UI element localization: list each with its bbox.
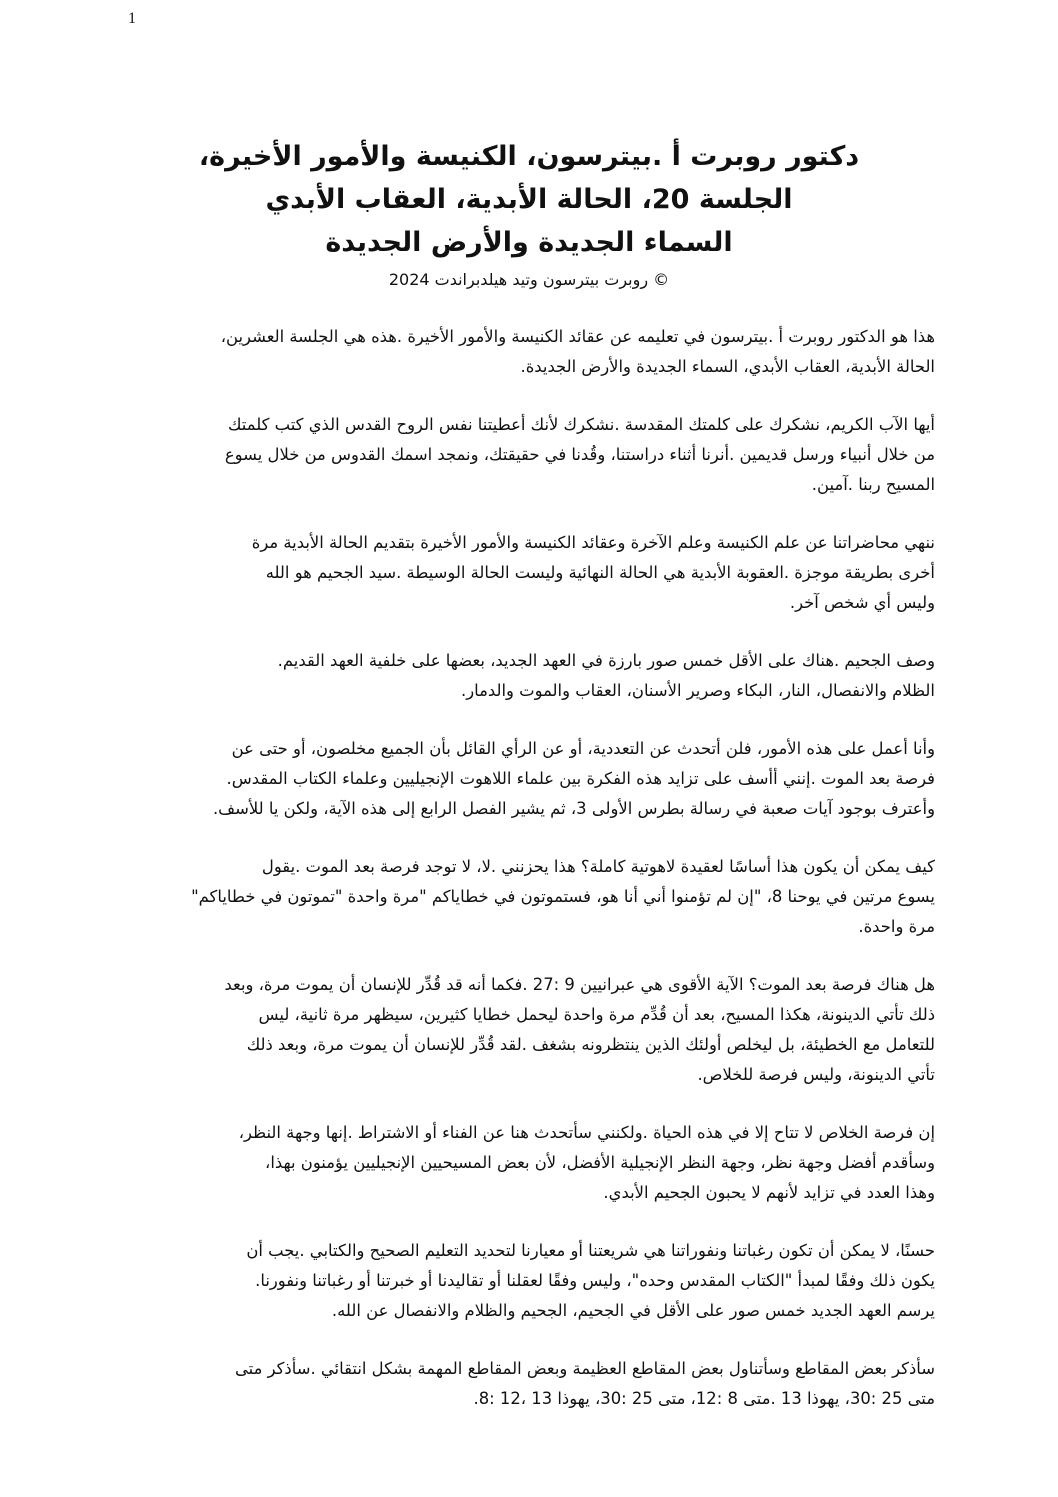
paragraph-line: .الحالة الأبدية، العقاب الأبدي، السماء الجديدة والأرض الجديدة: [520, 357, 935, 376]
paragraph-line: ،إن فرصة الخلاص لا تتاح إلا في هذه الحياة .ولكنني سأتحدث هنا عن الفناء أو الاشتراط .إنها وجهة النظر: [238, 1123, 935, 1142]
paragraph-line: .متى 25 :30، يهوذا 13 .متى 8 :12، متى 25 :30، يهوذا 13 ،12 :8: [473, 1389, 935, 1408]
paragraph-line: سأذكر بعض المقاطع وسأتناول بعض المقاطع العظيمة وبعض المقاطع المهمة بشكل انتقائي .سأذكر متى: [234, 1359, 935, 1378]
page-number: 1: [128, 10, 136, 27]
paragraph: [132, 734, 935, 824]
paragraph-line: من خلال أنبياء ورسل قديمين .أنرنا أثناء دراستنا، وقُدنا في حقيقتك، ونمجد اسمك القدوس من خلال يسوع: [224, 445, 935, 464]
paragraph: [132, 528, 935, 618]
paragraph-line: ننهي محاضراتنا عن علم الكنيسة وعلم الآخرة وعقائد الكنيسة والأمور الأخيرة بتقديم الحالة الأبدية مرة: [251, 533, 935, 552]
paragraph-line: .فرصة بعد الموت .إنني أأسف على تزايد هذه الفكرة بين علماء اللاهوت الإنجيليين وعلماء الكتاب المقدس: [226, 769, 935, 788]
document-body: [132, 322, 935, 1442]
paragraph-line: .يرسم العهد الجديد خمس صور على الأقل في الجحيم، الجحيم والظلام والانفصال عن الله: [331, 1301, 935, 1320]
paragraph-line: وأنا أعمل على هذه الأمور، فلن أتحدث عن التعددية، أو عن الرأي القائل بأن الجميع مخلصون، أو حتى عن: [231, 739, 935, 758]
paragraph-line: هل هناك فرصة بعد الموت؟ الآية الأقوى هي عبرانيين 9 :27 .فكما أنه قد قُدِّر للإنسان أن يموت مرة، وبعد: [224, 975, 935, 994]
paragraph-line: .مرة واحدة: [858, 917, 935, 936]
paragraph: [132, 852, 935, 942]
paragraph-line: .الظلام والانفصال، النار، البكاء وصرير الأسنان، العقاب والموت والدمار: [461, 681, 935, 700]
paragraph-line: للتعامل مع الخطيئة، بل ليخلص أولئك الذين ينتظرونه بشغف .لقد قُدِّر للإنسان أن يموت مرة، وبعد ذلك: [246, 1035, 935, 1054]
paragraph-line: "يسوع مرتين في يوحنا 8، "إن لم تؤمنوا أني أنا هو، فستموتون في خطاياكم "مرة واحدة "تموتون في خطاياكم: [191, 887, 935, 906]
paragraph-line: كيف يمكن أن يكون هذا أساسًا لعقيدة لاهوتية كاملة؟ هذا يحزنني .لا، لا توجد فرصة بعد الموت .يقول: [261, 857, 935, 876]
paragraph-line: .وصف الجحيم .هناك على الأقل خمس صور بارزة في العهد الجديد، بعضها على خلفية العهد القديم: [277, 651, 935, 670]
paragraph: [132, 1236, 935, 1326]
paragraph-line: .المسيح ربنا .آمين: [811, 475, 935, 494]
paragraph-line: ،هذا هو الدكتور روبرت أ .بيترسون في تعليمه عن عقائد الكنيسة والأمور الأخيرة .هذه هي الجلسة العشرين: [220, 327, 935, 346]
paragraph: [132, 410, 935, 500]
paragraph: [132, 646, 935, 706]
copyright-line: روبرت بيترسون وتيد هيلدبراندت 2024 ©: [388, 270, 670, 289]
paragraph-line: أخرى بطريقة موجزة .العقوبة الأبدية هي الحالة النهائية وليست الحالة الوسيطة .سيد الجحيم هو الله: [265, 563, 935, 582]
paragraph-line: .تأتي الدينونة، وليس فرصة للخلاص: [697, 1065, 935, 1084]
paragraph-line: .يكون ذلك وفقًا لمبدأ "الكتاب المقدس وحده"، وليس وفقًا لعقلنا أو تقاليدنا أو خبرتنا أو رغباتنا ونفورنا: [255, 1271, 935, 1290]
document-title: [150, 135, 908, 264]
title-line: السماء الجديدة والأرض الجديدة: [325, 227, 733, 258]
title-line: الجلسة 20، الحالة الأبدية، العقاب الأبدي: [265, 184, 793, 215]
paragraph-line: .وليس أي شخص آخر: [789, 593, 935, 612]
paragraph-line: حسنًا، لا يمكن أن تكون رغباتنا ونفوراتنا هي شريعتنا أو معيارنا لتحديد التعليم الصحيح والكتابي .يجب أن: [246, 1241, 935, 1260]
paragraph-line: أيها الآب الكريم، نشكرك على كلمتك المقدسة .نشكرك لأنك أعطيتنا نفس الروح القدس الذي كتب كلمتك: [227, 415, 935, 434]
paragraph: [132, 322, 935, 382]
paragraph: [132, 1354, 935, 1414]
paragraph-line: ،وسأقدم أفضل وجهة نظر، وجهة النظر الإنجيلية الأفضل، لأن بعض المسيحيين الإنجيليين يؤمنون بهذا: [265, 1153, 935, 1172]
paragraph-line: ذلك تأتي الدينونة، هكذا المسيح، بعد أن قُدِّم مرة واحدة ليحمل خطايا كثيرين، سيظهر مرة ثانية، ليس: [258, 1005, 935, 1024]
paragraph: [132, 1118, 935, 1208]
title-line: ،دكتور روبرت أ .بيترسون، الكنيسة والأمور الأخيرة: [198, 141, 860, 172]
paragraph-line: .وأعترف بوجود آيات صعبة في رسالة بطرس الأولى 3، ثم يشير الفصل الرابع إلى هذه الآية، ولكن يا للأسف: [212, 799, 935, 818]
paragraph-line: .وهذا العدد في تزايد لأنهم لا يحبون الجحيم الأبدي: [603, 1183, 935, 1202]
paragraph: [132, 970, 935, 1090]
